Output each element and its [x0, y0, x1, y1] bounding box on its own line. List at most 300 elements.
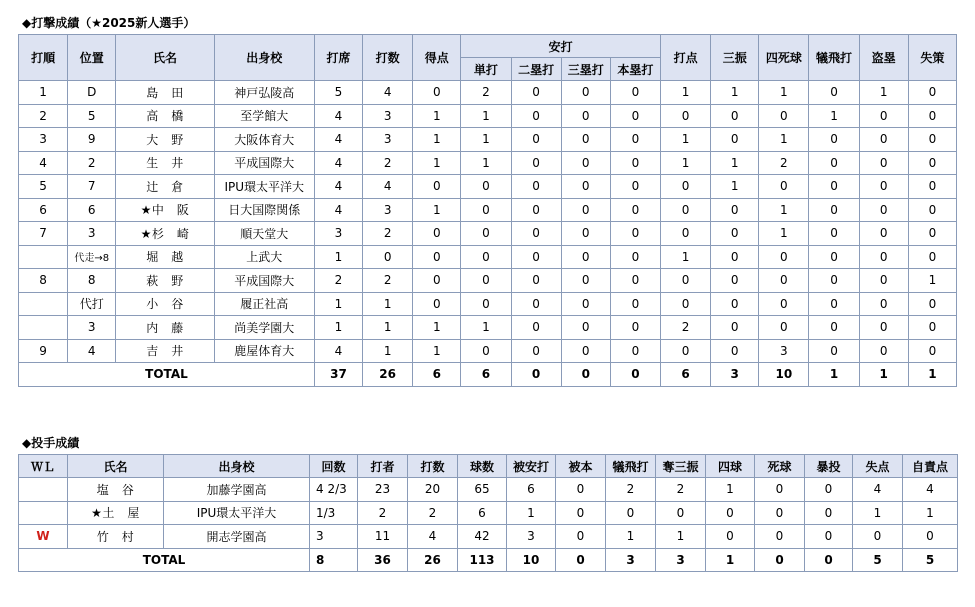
- batter-order: 4: [19, 151, 68, 175]
- pitching-row: [19, 525, 958, 549]
- col-hits-allowed: 被安打: [507, 455, 556, 478]
- pitcher-bb: 1: [706, 478, 755, 502]
- batter-sac: 0: [809, 339, 859, 363]
- batter-sac: 0: [809, 245, 859, 269]
- batter-rbi: 1: [661, 245, 711, 269]
- col-order: 打順: [19, 35, 68, 81]
- batting-row: [19, 269, 957, 293]
- batter-ab: 3: [363, 128, 413, 152]
- batter-sb: 0: [859, 222, 908, 246]
- pitcher-bb: 0: [706, 525, 755, 549]
- pitcher-wl: W: [19, 525, 68, 549]
- batter-so: 1: [711, 151, 759, 175]
- pitcher-er: 4: [903, 478, 958, 502]
- batter-sb: 0: [859, 128, 908, 152]
- batter-triple: 0: [561, 81, 610, 105]
- col-pitcher-name: 氏名: [68, 455, 164, 478]
- total-err: 1: [908, 363, 956, 387]
- batter-double: 0: [511, 104, 561, 128]
- batter-runs: 0: [413, 222, 461, 246]
- pitcher-bf: 2: [358, 501, 408, 525]
- pitcher-pitches: 6: [458, 501, 507, 525]
- batter-err: 0: [908, 198, 956, 222]
- col-single: 単打: [461, 58, 511, 81]
- pitcher-ip: 4 2/3: [310, 478, 358, 502]
- pitching-total-label: TOTAL: [19, 548, 310, 572]
- batter-order: 8: [19, 269, 68, 293]
- batter-pa: 4: [314, 175, 362, 199]
- total-so: 3: [711, 363, 759, 387]
- batter-sb: 0: [859, 151, 908, 175]
- pitcher-er: 0: [903, 525, 958, 549]
- col-bf: 打者: [358, 455, 408, 478]
- pitching-total-hits: 10: [507, 548, 556, 572]
- batter-err: 0: [908, 175, 956, 199]
- col-earned-runs: 自責点: [903, 455, 958, 478]
- batter-err: 0: [908, 316, 956, 340]
- pitcher-runs: 0: [853, 525, 903, 549]
- batter-school: 至学館大: [214, 104, 314, 128]
- pitcher-runs: 1: [853, 501, 903, 525]
- batter-so: 0: [711, 269, 759, 293]
- total-triple: 0: [561, 363, 610, 387]
- batter-err: 0: [908, 292, 956, 316]
- batting-total-row: [19, 363, 957, 387]
- pitching-total-hr: 0: [556, 548, 606, 572]
- batter-double: 0: [511, 292, 561, 316]
- pitching-total-pitches: 113: [458, 548, 507, 572]
- batter-sac: 0: [809, 175, 859, 199]
- pitching-total-bf: 36: [358, 548, 408, 572]
- col-runs-allowed: 失点: [853, 455, 903, 478]
- batter-sac: 0: [809, 316, 859, 340]
- batter-position: 2: [68, 151, 116, 175]
- batter-so: 0: [711, 222, 759, 246]
- batter-name: 辻 倉: [116, 175, 214, 199]
- pitching-total-bb: 1: [706, 548, 755, 572]
- batter-triple: 0: [561, 316, 610, 340]
- pitcher-wp: 0: [805, 501, 853, 525]
- batter-so: 1: [711, 81, 759, 105]
- batter-bb-hbp: 0: [759, 316, 809, 340]
- batter-rbi: 1: [661, 81, 711, 105]
- pitcher-bf: 11: [358, 525, 408, 549]
- batter-triple: 0: [561, 104, 610, 128]
- batter-bb-hbp: 1: [759, 198, 809, 222]
- batter-order: 2: [19, 104, 68, 128]
- batter-sac: 0: [809, 81, 859, 105]
- pitcher-hbp: 0: [755, 478, 805, 502]
- batter-runs: 1: [413, 339, 461, 363]
- batting-row: [19, 175, 957, 199]
- batter-runs: 0: [413, 245, 461, 269]
- batter-order: [19, 292, 68, 316]
- batter-sac: 1: [809, 104, 859, 128]
- batter-triple: 0: [561, 245, 610, 269]
- pitcher-ip: 3: [310, 525, 358, 549]
- col-hits-group: 安打: [461, 35, 661, 58]
- col-bb-hbp: 四死球: [759, 35, 809, 81]
- batter-order: [19, 245, 68, 269]
- batter-name: 萩 野: [116, 269, 214, 293]
- total-double: 0: [511, 363, 561, 387]
- pitching-stats-table: [18, 454, 958, 572]
- batter-triple: 0: [561, 269, 610, 293]
- batter-sac: 0: [809, 292, 859, 316]
- batter-rbi: 1: [661, 128, 711, 152]
- col-rbi: 打点: [661, 35, 711, 81]
- batter-sb: 0: [859, 292, 908, 316]
- batter-single: 2: [461, 81, 511, 105]
- col-walks: 四球: [706, 455, 755, 478]
- batter-name: 高 橋: [116, 104, 214, 128]
- batter-rbi: 0: [661, 104, 711, 128]
- batter-ab: 4: [363, 81, 413, 105]
- batting-row: [19, 316, 957, 340]
- pitcher-name: 竹 村: [68, 525, 164, 549]
- pitcher-hits: 3: [507, 525, 556, 549]
- batter-sac: 0: [809, 222, 859, 246]
- pitching-total-ip: 8: [310, 548, 358, 572]
- col-pa: 打席: [314, 35, 362, 81]
- batter-rbi: 2: [661, 316, 711, 340]
- batter-order: 6: [19, 198, 68, 222]
- batter-pa: 1: [314, 245, 362, 269]
- batter-triple: 0: [561, 222, 610, 246]
- batter-name: 小 谷: [116, 292, 214, 316]
- col-ab: 打数: [363, 35, 413, 81]
- batter-hr: 0: [610, 339, 660, 363]
- batter-double: 0: [511, 151, 561, 175]
- batter-so: 0: [711, 292, 759, 316]
- batter-sb: 0: [859, 339, 908, 363]
- batter-pa: 1: [314, 316, 362, 340]
- batter-err: 0: [908, 151, 956, 175]
- batter-double: 0: [511, 245, 561, 269]
- pitching-total-er: 5: [903, 548, 958, 572]
- total-hr: 0: [610, 363, 660, 387]
- col-hr-allowed: 被本: [556, 455, 606, 478]
- batter-school: 上武大: [214, 245, 314, 269]
- pitcher-wl: [19, 478, 68, 502]
- batter-school: 平成国際大: [214, 269, 314, 293]
- pitching-row: [19, 501, 958, 525]
- batter-sb: 0: [859, 316, 908, 340]
- batter-double: 0: [511, 269, 561, 293]
- pitcher-ab: 2: [408, 501, 458, 525]
- batter-sac: 0: [809, 151, 859, 175]
- pitching-section-title: ◆投手成績: [22, 436, 80, 450]
- batter-school: 大阪体育大: [214, 128, 314, 152]
- batter-pa: 2: [314, 269, 362, 293]
- batter-name: 島 田: [116, 81, 214, 105]
- batter-hr: 0: [610, 128, 660, 152]
- batter-runs: 0: [413, 81, 461, 105]
- batter-position: 3: [68, 222, 116, 246]
- batter-position: 3: [68, 316, 116, 340]
- total-ab: 26: [363, 363, 413, 387]
- batting-stats-table: [18, 34, 957, 387]
- batting-row: [19, 104, 957, 128]
- col-pitcher-school: 出身校: [164, 455, 310, 478]
- batting-row: [19, 81, 957, 105]
- batter-name: ★中 阪: [116, 198, 214, 222]
- batter-single: 0: [461, 292, 511, 316]
- col-name: 氏名: [116, 35, 214, 81]
- batter-rbi: 1: [661, 151, 711, 175]
- batter-pa: 4: [314, 128, 362, 152]
- batter-rbi: 0: [661, 175, 711, 199]
- batter-runs: 1: [413, 316, 461, 340]
- batter-rbi: 0: [661, 222, 711, 246]
- batter-pa: 4: [314, 151, 362, 175]
- batter-pa: 4: [314, 198, 362, 222]
- total-label: TOTAL: [19, 363, 315, 387]
- pitcher-school: 加藤学園高: [164, 478, 310, 502]
- batter-sb: 0: [859, 269, 908, 293]
- batter-so: 0: [711, 128, 759, 152]
- pitcher-wp: 0: [805, 525, 853, 549]
- pitching-row: [19, 478, 958, 502]
- total-sb: 1: [859, 363, 908, 387]
- batter-school: 尚美学園大: [214, 316, 314, 340]
- col-triple: 三塁打: [561, 58, 610, 81]
- batter-so: 0: [711, 245, 759, 269]
- total-pa: 37: [314, 363, 362, 387]
- pitcher-er: 1: [903, 501, 958, 525]
- batter-position: 9: [68, 128, 116, 152]
- batter-bb-hbp: 3: [759, 339, 809, 363]
- batter-so: 0: [711, 198, 759, 222]
- batter-single: 0: [461, 269, 511, 293]
- batter-sb: 0: [859, 198, 908, 222]
- total-sac: 1: [809, 363, 859, 387]
- pitcher-hr: 0: [556, 525, 606, 549]
- batter-name: 生 井: [116, 151, 214, 175]
- batter-order: [19, 316, 68, 340]
- batter-school: 鹿屋体育大: [214, 339, 314, 363]
- total-bb: 10: [759, 363, 809, 387]
- pitcher-hbp: 0: [755, 501, 805, 525]
- batter-triple: 0: [561, 339, 610, 363]
- batter-bb-hbp: 0: [759, 175, 809, 199]
- batter-bb-hbp: 1: [759, 222, 809, 246]
- batter-order: 3: [19, 128, 68, 152]
- batter-sb: 0: [859, 175, 908, 199]
- col-sac: 犠飛打: [809, 35, 859, 81]
- batter-single: 1: [461, 128, 511, 152]
- batter-triple: 0: [561, 151, 610, 175]
- batter-runs: 0: [413, 269, 461, 293]
- batting-row: [19, 245, 957, 269]
- batter-err: 0: [908, 339, 956, 363]
- total-single: 6: [461, 363, 511, 387]
- batter-triple: 0: [561, 292, 610, 316]
- pitcher-ab: 20: [408, 478, 458, 502]
- pitcher-so: 0: [656, 501, 706, 525]
- pitcher-so: 2: [656, 478, 706, 502]
- batter-position: 5: [68, 104, 116, 128]
- pitcher-sac: 2: [606, 478, 656, 502]
- pitcher-name: 塩 谷: [68, 478, 164, 502]
- batter-ab: 1: [363, 292, 413, 316]
- total-runs: 6: [413, 363, 461, 387]
- batter-runs: 1: [413, 151, 461, 175]
- batting-row: [19, 128, 957, 152]
- pitcher-pitches: 65: [458, 478, 507, 502]
- batter-position: 7: [68, 175, 116, 199]
- batter-so: 0: [711, 104, 759, 128]
- batter-single: 1: [461, 104, 511, 128]
- pitcher-sac: 1: [606, 525, 656, 549]
- batter-pa: 4: [314, 104, 362, 128]
- pitcher-hr: 0: [556, 478, 606, 502]
- pitching-total-so: 3: [656, 548, 706, 572]
- col-err: 失策: [908, 35, 956, 81]
- batter-runs: 1: [413, 104, 461, 128]
- pitching-total-row: [19, 548, 958, 572]
- batter-rbi: 0: [661, 292, 711, 316]
- batter-school: 履正社高: [214, 292, 314, 316]
- batter-err: 0: [908, 81, 956, 105]
- batter-name: ★杉 崎: [116, 222, 214, 246]
- batter-sac: 0: [809, 198, 859, 222]
- batter-position: D: [68, 81, 116, 105]
- batter-order: 1: [19, 81, 68, 105]
- batter-hr: 0: [610, 151, 660, 175]
- batter-double: 0: [511, 339, 561, 363]
- batter-hr: 0: [610, 292, 660, 316]
- batter-so: 1: [711, 175, 759, 199]
- batter-ab: 3: [363, 104, 413, 128]
- col-sb: 盗塁: [859, 35, 908, 81]
- pitching-total-ab: 26: [408, 548, 458, 572]
- pitcher-so: 1: [656, 525, 706, 549]
- pitching-total-sac: 3: [606, 548, 656, 572]
- batter-school: 神戸弘陵高: [214, 81, 314, 105]
- batter-name: 堀 越: [116, 245, 214, 269]
- batter-bb-hbp: 0: [759, 292, 809, 316]
- batter-hr: 0: [610, 104, 660, 128]
- batter-bb-hbp: 0: [759, 269, 809, 293]
- batter-sb: 1: [859, 81, 908, 105]
- col-pitcher-ab: 打数: [408, 455, 458, 478]
- col-position: 位置: [68, 35, 116, 81]
- pitcher-school: IPU環太平洋大: [164, 501, 310, 525]
- batting-row: [19, 339, 957, 363]
- batter-sac: 0: [809, 128, 859, 152]
- batter-rbi: 0: [661, 269, 711, 293]
- pitching-total-runs: 5: [853, 548, 903, 572]
- batter-hr: 0: [610, 81, 660, 105]
- batter-rbi: 0: [661, 198, 711, 222]
- col-so: 三振: [711, 35, 759, 81]
- batter-hr: 0: [610, 175, 660, 199]
- pitcher-wl: [19, 501, 68, 525]
- batter-order: 5: [19, 175, 68, 199]
- batter-single: 1: [461, 151, 511, 175]
- batter-school: 日大国際関係: [214, 198, 314, 222]
- batter-hr: 0: [610, 316, 660, 340]
- pitcher-ip: 1/3: [310, 501, 358, 525]
- col-hr: 本塁打: [610, 58, 660, 81]
- batter-ab: 2: [363, 222, 413, 246]
- batter-sb: 0: [859, 104, 908, 128]
- pitcher-ab: 4: [408, 525, 458, 549]
- total-rbi: 6: [661, 363, 711, 387]
- pitcher-name: ★土 屋: [68, 501, 164, 525]
- batting-row: [19, 198, 957, 222]
- batter-pa: 1: [314, 292, 362, 316]
- batter-hr: 0: [610, 198, 660, 222]
- batter-single: 1: [461, 316, 511, 340]
- batter-school: IPU環太平洋大: [214, 175, 314, 199]
- pitcher-hr: 0: [556, 501, 606, 525]
- batter-hr: 0: [610, 269, 660, 293]
- batter-position: 6: [68, 198, 116, 222]
- batter-order: 7: [19, 222, 68, 246]
- pitcher-pitches: 42: [458, 525, 507, 549]
- pitching-total-hbp: 0: [755, 548, 805, 572]
- batter-ab: 4: [363, 175, 413, 199]
- batter-so: 0: [711, 339, 759, 363]
- batter-bb-hbp: 2: [759, 151, 809, 175]
- col-ip: 回数: [310, 455, 358, 478]
- batter-double: 0: [511, 222, 561, 246]
- batter-pa: 3: [314, 222, 362, 246]
- batter-order: 9: [19, 339, 68, 363]
- batter-double: 0: [511, 175, 561, 199]
- batter-double: 0: [511, 198, 561, 222]
- batter-position: 8: [68, 269, 116, 293]
- batter-double: 0: [511, 316, 561, 340]
- pitching-total-wp: 0: [805, 548, 853, 572]
- batter-single: 0: [461, 222, 511, 246]
- batter-school: 順天堂大: [214, 222, 314, 246]
- batting-row: [19, 292, 957, 316]
- col-hbp: 死球: [755, 455, 805, 478]
- batter-bb-hbp: 1: [759, 128, 809, 152]
- col-school: 出身校: [214, 35, 314, 81]
- batter-single: 0: [461, 175, 511, 199]
- batter-err: 0: [908, 104, 956, 128]
- batter-ab: 2: [363, 269, 413, 293]
- col-double: 二塁打: [511, 58, 561, 81]
- pitcher-school: 開志学園高: [164, 525, 310, 549]
- batter-ab: 2: [363, 151, 413, 175]
- batter-position: 代走→8: [68, 245, 116, 269]
- pitcher-runs: 4: [853, 478, 903, 502]
- batter-hr: 0: [610, 222, 660, 246]
- pitcher-bf: 23: [358, 478, 408, 502]
- col-strikeouts: 奪三振: [656, 455, 706, 478]
- col-runs: 得点: [413, 35, 461, 81]
- batter-pa: 4: [314, 339, 362, 363]
- batter-bb-hbp: 0: [759, 104, 809, 128]
- batter-runs: 1: [413, 198, 461, 222]
- batter-school: 平成国際大: [214, 151, 314, 175]
- batter-so: 0: [711, 316, 759, 340]
- batting-section-title: ◆打撃成績（★2025新人選手）: [22, 16, 196, 30]
- pitcher-sac: 0: [606, 501, 656, 525]
- batter-triple: 0: [561, 175, 610, 199]
- pitcher-bb: 0: [706, 501, 755, 525]
- batter-double: 0: [511, 128, 561, 152]
- batter-sb: 0: [859, 245, 908, 269]
- batter-ab: 0: [363, 245, 413, 269]
- batter-name: 大 野: [116, 128, 214, 152]
- batter-double: 0: [511, 81, 561, 105]
